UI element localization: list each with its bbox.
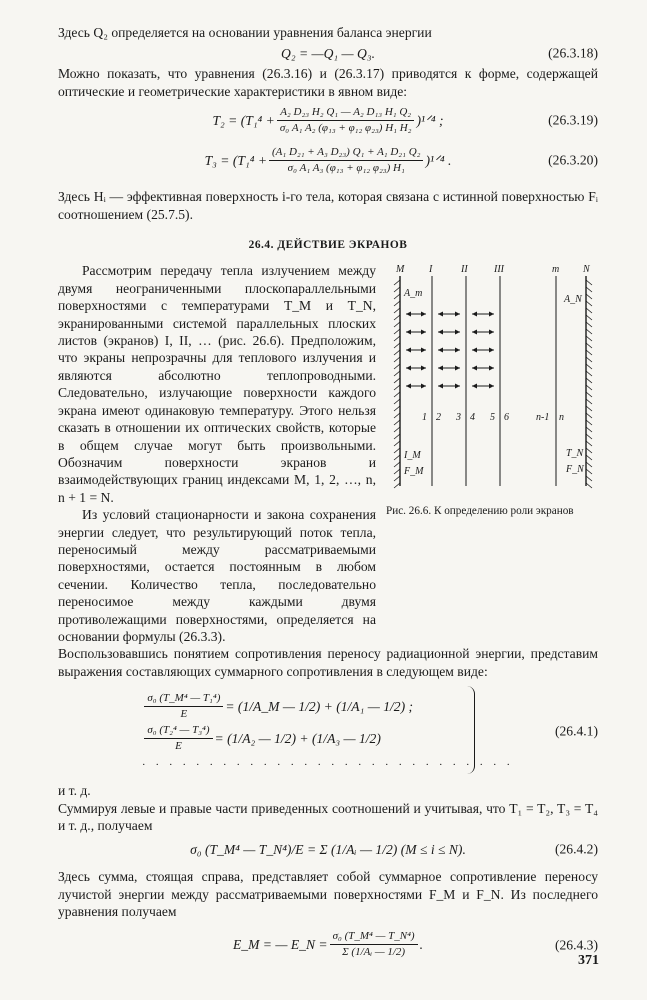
hatch-stroke [394,399,400,404]
equation-number: (26.4.3) [554,936,598,952]
hatch-stroke [394,357,400,362]
fraction [144,724,212,753]
arrow-head [421,348,426,353]
system-rhs: = (1/A_M — 1/2) + (1/A₁ — 1/2) ; [225,698,414,714]
fraction-numerator: σ₀ (T_M⁴ — T_N⁴) [330,930,418,945]
paragraph-5: Из условий стационарности и закона сохранения энергии следует, что результирующий поток тепла, переносимый между рассматриваемыми поверхностями, остается постоянным в любом сечении. Количество тепла, последовательно переносимое между каждыми двумя противолежащими поверхностями, определяется на основании формулы (26.3.3). [58,507,376,644]
arrow-head [406,384,411,389]
equation-26-3-20 [58,140,598,180]
label-tn: T_N [566,448,584,460]
equation-text: σ₀ (T_M⁴ — T_N⁴)/E = Σ (1/Aᵢ — 1/2) (M ≤ i ≤ N). [190,841,466,857]
fraction-denominator: σ₀ A₁ A₃ (φ₁₃ + φ₁₂ φ₂₃) H₁ [287,161,405,174]
label-bottom-2: 2 [436,412,441,424]
label-bottom-3: 3 [456,412,461,424]
figure-caption: Рис. 26.6. К определению роли экранов [386,504,574,517]
arrow-head [489,366,494,371]
system-rhs: = (1/A₂ — 1/2) + (1/A₃ — 1/2) [214,730,381,746]
arrow-head [421,366,426,371]
hatch-stroke [586,343,592,348]
arrow-head [489,312,494,317]
hatch-stroke [394,294,400,299]
hatch-stroke [394,448,400,453]
page-number: 371 [578,953,599,968]
screens-diagram [386,262,598,498]
hatch-stroke [586,420,592,425]
label-bottom-4: 4 [470,412,475,424]
wall-hatching [394,280,592,488]
hatch-stroke [586,287,592,292]
hatch-stroke [586,280,592,285]
arrow-head [421,330,426,335]
arrow-head [421,312,426,317]
arrow-head [455,384,460,389]
arrow-head [455,366,460,371]
equation-right: . [419,936,424,952]
hatch-stroke [586,399,592,404]
paragraph-8: Суммируя левые и правые части приведенных соотношений и учитывая, что T₁ = T₂, T₃ = T₄ и т. д., получаем [58,800,598,833]
paragraph-6: Воспользовавшись понятием сопротивления переносу радиационной энергии, представим выражения составляющих суммарного сопротивления в следующем виде: [58,646,598,679]
hatch-stroke [394,301,400,306]
hatch-stroke [586,483,592,488]
hatch-stroke [586,301,592,306]
hatch-stroke [394,280,400,285]
hatch-stroke [586,455,592,460]
hatch-stroke [586,322,592,327]
hatch-stroke [586,434,592,439]
hatch-stroke [394,322,400,327]
hatch-stroke [394,483,400,488]
equation-right: )¹ᐟ⁴ ; [416,112,444,128]
hatch-stroke [394,462,400,467]
hatch-stroke [586,476,592,481]
fraction-numerator: σ₀ (T₂⁴ — T₃⁴) [144,724,212,739]
arrow-head [438,384,443,389]
hatch-stroke [394,392,400,397]
arrow-head [489,330,494,335]
hatch-stroke [586,406,592,411]
label-top-ii: II [461,264,468,276]
hatch-stroke [586,336,592,341]
hatch-stroke [394,371,400,376]
arrow-head [455,348,460,353]
section-title: 26.4. ДЕЙСТВИЕ ЭКРАНОВ [248,239,408,252]
equation-26-4-3 [58,921,598,969]
arrow-head [438,348,443,353]
paragraph-4-text: Рассмотрим передачу тепла излучением между двумя неограниченными плоскопараллельными поверхностями с температурами T_M и T_N, экранированными системой параллельных плоских листов (экранов) I, II, … (рис. 26.6). Предположим, что экраны непрозрачны для теплового излучения и являются абсолютно теплопроводными. Следовательно, излучающие поверхности каждого экрана имеют одинаковую температуру. Этого нельзя сказать в отношении их оптических свойств, которые в общем случае могут быть произвольными. Обозначим поверхности экранов и взаимодействующих границ индексами M, 1, 2, …, n, n + 1 = N. [58,263,376,505]
arrow-head [472,330,477,335]
label-top-m: M [396,264,405,276]
label-am: A_m [404,288,423,300]
figure-block [58,262,598,645]
label-im: I_M [404,450,421,462]
label-fm: F_M [404,466,424,478]
equation-text: Q₂ = —Q₁ — Q₃. [281,45,375,61]
hatch-stroke [394,308,400,313]
hatch-stroke [394,427,400,432]
hatch-stroke [586,448,592,453]
hatch-stroke [394,441,400,446]
paragraph-2: Можно показать, что уравнения (26.3.16) и (26.3.17) приводятся к форме, содержащей оптические и геометрические характеристики в явном виде: [58,66,598,99]
equation-26-3-19 [58,100,598,140]
hatch-stroke [586,371,592,376]
hatch-stroke [394,420,400,425]
radiation-arrows [406,312,494,389]
label-top-m-small: m [552,264,560,276]
hatch-stroke [586,364,592,369]
arrow-head [438,330,443,335]
paragraph-3: Здесь Hᵢ — эффективная поверхность i-го тела, которая связана с истинной поверхностью Fᵢ соотношением (25.7.5). [58,189,598,222]
label-top-i: I [429,264,433,276]
label-bottom-n-1: n-1 [536,412,550,424]
page-body [58,24,598,969]
hatch-stroke [586,413,592,418]
fraction [144,692,223,721]
hatch-stroke [394,413,400,418]
arrow-head [406,366,411,371]
equation-left: E_M = — E_N = [232,936,328,952]
arrow-head [406,348,411,353]
fraction-denominator: E [180,707,188,720]
hatch-stroke [394,350,400,355]
hatch-stroke [586,427,592,432]
fraction-denominator: Σ (1/Aᵢ — 1/2) [342,946,406,959]
equation-number: (26.3.18) [548,45,598,61]
arrow-head [472,348,477,353]
equation-number: (26.3.19) [548,112,598,128]
fraction [269,146,423,175]
arrow-head [472,384,477,389]
system-brace [466,686,475,774]
fraction-numerator: σ₀ (T_M⁴ — T₁⁴) [144,692,223,707]
label-top-iii: III [494,264,504,276]
system-line-2 [142,722,381,754]
label-bottom-n: n [559,412,564,424]
fraction-numerator: (A₁ D₂₁ + A₃ D₂₃) Q₁ + A₁ D₂₁ Q₂ [269,146,423,161]
arrow-head [455,312,460,317]
label-top-n: N [583,264,590,276]
hatch-stroke [394,343,400,348]
arrow-head [438,366,443,371]
equation-26-3-18 [58,41,598,65]
arrow-head [489,384,494,389]
figure-side-text [58,262,376,645]
equation-system-26-4-1 [58,680,598,782]
hatch-stroke [394,434,400,439]
hatch-stroke [586,315,592,320]
hatch-stroke [586,294,592,299]
hatch-stroke [586,350,592,355]
paragraph-1: Здесь Q₂ определяется на основании уравнения баланса энергии [58,25,432,40]
label-bottom-5: 5 [490,412,495,424]
hatch-stroke [586,357,592,362]
system-line-1 [142,690,413,722]
hatch-stroke [586,469,592,474]
hatch-stroke [586,308,592,313]
fraction-denominator: σ₀ A₁ A₂ (φ₁₃ + φ₁₂ φ₂₃) H₁ H₂ [279,121,412,134]
equation-right: )¹ᐟ⁴ . [425,152,452,168]
hatch-stroke [394,385,400,390]
system-lines [142,690,513,771]
arrow-head [406,312,411,317]
arrow-head [421,384,426,389]
equation-26-4-2 [58,834,598,864]
hatch-stroke [394,378,400,383]
label-bottom-1: 1 [422,412,427,424]
hatch-stroke [394,476,400,481]
equation-number: (26.3.20) [548,152,598,168]
hatch-stroke [394,287,400,292]
fraction [277,106,415,135]
hatch-stroke [394,364,400,369]
hatch-stroke [394,406,400,411]
arrow-head [438,312,443,317]
paragraph-9: Здесь сумма, стоящая справа, представляет собой суммарное сопротивление переносу лучистой энергии между рассматриваемыми поверхностями F_M и F_N. Из последнего уравнения получаем [58,869,598,920]
arrow-head [406,330,411,335]
hatch-stroke [394,315,400,320]
equation-left: T₂ = (T₁⁴ + [212,112,275,128]
hatch-stroke [586,329,592,334]
label-fn: F_N [566,464,584,476]
hatch-stroke [394,329,400,334]
hatch-stroke [586,392,592,397]
hatch-stroke [586,441,592,446]
equation-left: T₃ = (T₁⁴ + [204,152,267,168]
equation-number: (26.4.2) [554,841,598,857]
system-dots: . . . . . . . . . . . . . . . . . . . . . . . . . . . . [142,756,514,769]
hatch-stroke [586,378,592,383]
arrow-head [455,330,460,335]
label-an: A_N [564,294,582,306]
hatch-stroke [394,336,400,341]
fraction [330,930,418,959]
arrow-head [472,366,477,371]
paragraph-7: и т. д. [58,783,91,799]
fraction-numerator: A₂ D₂₃ H₂ Q₁ — A₂ D₁₃ H₁ Q₂ [277,106,414,121]
arrow-head [489,348,494,353]
hatch-stroke [394,469,400,474]
hatch-stroke [586,462,592,467]
equation-number: (26.4.1) [554,723,598,739]
hatch-stroke [394,455,400,460]
figure-26-6 [376,262,598,645]
fraction-denominator: E [175,739,182,752]
hatch-stroke [586,385,592,390]
arrow-head [472,312,477,317]
label-bottom-6: 6 [504,412,509,424]
